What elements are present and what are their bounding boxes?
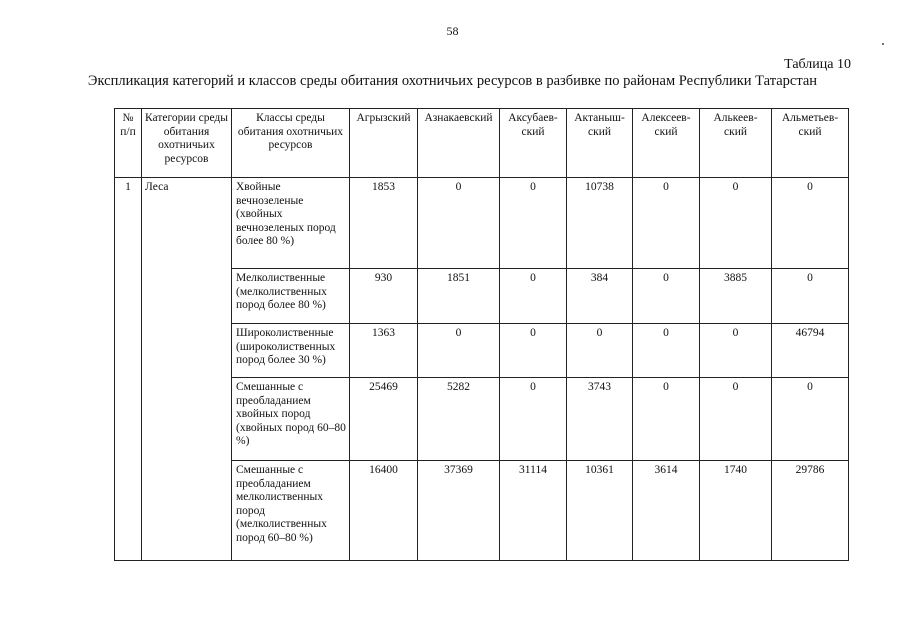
value-cell: 0 [700, 324, 772, 378]
header-district: Аксубаев-ский [500, 109, 567, 178]
class-cell: Смешанные с преобладанием хвойных пород (хвойных пород 60–80 %) [232, 378, 350, 461]
value-cell: 29786 [772, 461, 849, 561]
scan-mark [882, 43, 884, 45]
value-cell: 1363 [350, 324, 418, 378]
value-cell: 1853 [350, 178, 418, 269]
value-cell: 25469 [350, 378, 418, 461]
value-cell: 10738 [567, 178, 633, 269]
header-district: Агрызский [350, 109, 418, 178]
value-cell: 37369 [418, 461, 500, 561]
header-row [115, 109, 849, 178]
page-number: 58 [446, 24, 459, 38]
category-name: Леса [142, 178, 232, 561]
header-district: Алькеев-ский [700, 109, 772, 178]
class-cell: Широколиственные (широколиственных пород более 30 %) [232, 324, 350, 378]
value-cell: 0 [500, 324, 567, 378]
value-cell: 0 [633, 269, 700, 324]
value-cell: 0 [772, 178, 849, 269]
value-cell: 930 [350, 269, 418, 324]
category-number: 1 [115, 178, 142, 561]
table-row [115, 178, 849, 269]
value-cell: 0 [500, 178, 567, 269]
value-cell: 1851 [418, 269, 500, 324]
table-label: Таблица 10 [784, 57, 851, 72]
header-district: Альметьев-ский [772, 109, 849, 178]
header-district: Актаныш-ский [567, 109, 633, 178]
value-cell: 3614 [633, 461, 700, 561]
header-district: Азнакаевский [418, 109, 500, 178]
value-cell: 46794 [772, 324, 849, 378]
value-cell: 31114 [500, 461, 567, 561]
value-cell: 16400 [350, 461, 418, 561]
header-district: Алексеев-ский [633, 109, 700, 178]
value-cell: 5282 [418, 378, 500, 461]
document-title: Экспликация категорий и классов среды обитания охотничьих ресурсов в разбивке по районам Республики Татарстан [87, 73, 818, 89]
value-cell: 0 [418, 324, 500, 378]
value-cell: 0 [633, 178, 700, 269]
value-cell: 0 [500, 269, 567, 324]
value-cell: 0 [418, 178, 500, 269]
header-category: Категории среды обитания охотничьих ресурсов [142, 109, 232, 178]
class-cell: Хвойные вечнозеленые (хвойных вечнозеленых пород более 80 %) [232, 178, 350, 269]
value-cell: 0 [633, 378, 700, 461]
value-cell: 0 [772, 378, 849, 461]
value-cell: 0 [700, 178, 772, 269]
value-cell: 10361 [567, 461, 633, 561]
header-num: № п/п [115, 109, 142, 178]
header-class: Классы среды обитания охотничьих ресурсов [232, 109, 350, 178]
value-cell: 3885 [700, 269, 772, 324]
value-cell: 1740 [700, 461, 772, 561]
class-cell: Мелколиственные (мелколиственных пород более 80 %) [232, 269, 350, 324]
habitat-table [114, 108, 849, 561]
value-cell: 0 [567, 324, 633, 378]
value-cell: 0 [633, 324, 700, 378]
value-cell: 384 [567, 269, 633, 324]
value-cell: 3743 [567, 378, 633, 461]
class-cell: Смешанные с преобладанием мелколиственных пород (мелколиственных пород 60–80 %) [232, 461, 350, 561]
value-cell: 0 [700, 378, 772, 461]
value-cell: 0 [500, 378, 567, 461]
value-cell: 0 [772, 269, 849, 324]
